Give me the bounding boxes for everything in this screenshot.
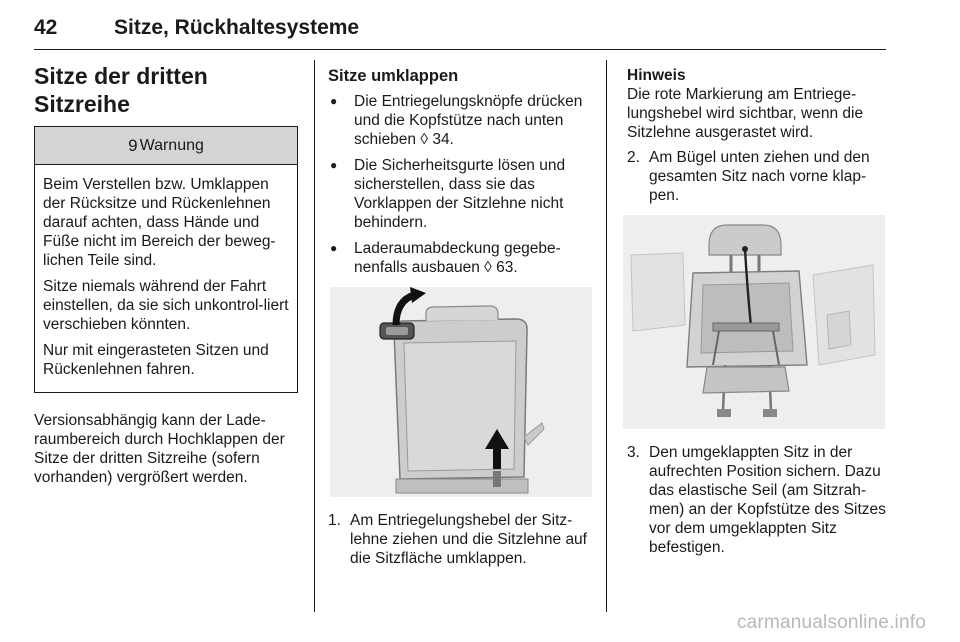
- warning-paragraph: Beim Verstellen bzw. Umklappen der Rücksitze und Rückenlehnen darauf achten, dass Hände und Füße nicht im Bereich der beweg-lichen Teile sind.: [43, 176, 276, 269]
- column-3: [627, 60, 889, 563]
- note-text: Die rote Markierung am Entriege-lungshebel wird sichtbar, wenn die Sitzlehne ausgerastet wird.: [627, 86, 864, 141]
- warning-triangle-icon: 9: [128, 136, 138, 155]
- steps-list: [627, 443, 889, 557]
- bullet-item: ● Die Entriegelungsknöpfe drücken und die Kopfstütze nach unten schieben ◊ 34.: [328, 92, 594, 149]
- warning-paragraph: Sitze niemals während der Fahrt einstellen, da sie sich unkontrol-liert verschieben könnten.: [43, 278, 289, 333]
- bullet-item: ● Laderaumabdeckung gegebe-nenfalls ausbauen ◊ 63.: [328, 239, 594, 277]
- warning-label: Warnung: [139, 137, 204, 154]
- folded-seat-drawing: [623, 215, 885, 429]
- body-paragraph: Versionsabhängig kann der Lade-raumbereich durch Hochklappen der Sitze der dritten Sitzreihe (sofern vorhanden) vergrößert werden.: [34, 412, 285, 486]
- step-item: [627, 148, 889, 205]
- step-number: 3.: [627, 444, 640, 461]
- step-number: 2.: [627, 149, 640, 166]
- step-text: Am Bügel unten ziehen und den gesamten Sitz nach vorne klap-pen.: [649, 149, 870, 204]
- step-text: Am Entriegelungshebel der Sitz-lehne ziehen und die Sitzlehne auf die Sitzfläche umklappen.: [350, 512, 587, 567]
- folded-seat-illustration: [623, 215, 885, 429]
- bullet-item: ● Die Sicherheitsgurte lösen und sicherstellen, dass sie das Vorklappen der Sitzlehne nicht behindern.: [328, 156, 594, 232]
- step-item: [328, 511, 594, 568]
- column-2: [328, 60, 594, 574]
- warning-header: [35, 127, 297, 165]
- seat-back-drawing: [330, 287, 592, 497]
- bullet-list: [328, 92, 594, 277]
- watermark: carmanualsonline.info: [736, 612, 926, 633]
- note-title: Hinweis: [627, 67, 686, 84]
- warning-box: [34, 126, 298, 393]
- step-text: Den umgeklappten Sitz in der aufrechten Position sichern. Dazu das elastische Seil (am Sitzrah-men) an der Kopfstütze des Sitzes vor dem umgeklappten Sitz befestigen.: [649, 444, 886, 556]
- page-number: 42: [34, 16, 58, 39]
- step-item: [627, 443, 889, 557]
- section-title: Sitze der dritten Sitzreihe: [34, 63, 208, 117]
- steps-list: [328, 511, 594, 568]
- warning-paragraph: Nur mit eingerasteten Sitzen und Rückenlehnen fahren.: [43, 342, 269, 378]
- column-divider: [606, 60, 607, 612]
- subsection-title: Sitze umklappen: [328, 67, 459, 85]
- column-1: [34, 60, 298, 487]
- chapter-title: Sitze, Rückhaltesysteme: [114, 16, 360, 39]
- column-divider: [314, 60, 315, 612]
- warning-body: [35, 165, 297, 392]
- page-header: [34, 10, 886, 50]
- step-number: 1.: [328, 512, 341, 529]
- note-block: [627, 66, 889, 142]
- seat-back-illustration: [330, 287, 592, 497]
- steps-list: [627, 148, 889, 205]
